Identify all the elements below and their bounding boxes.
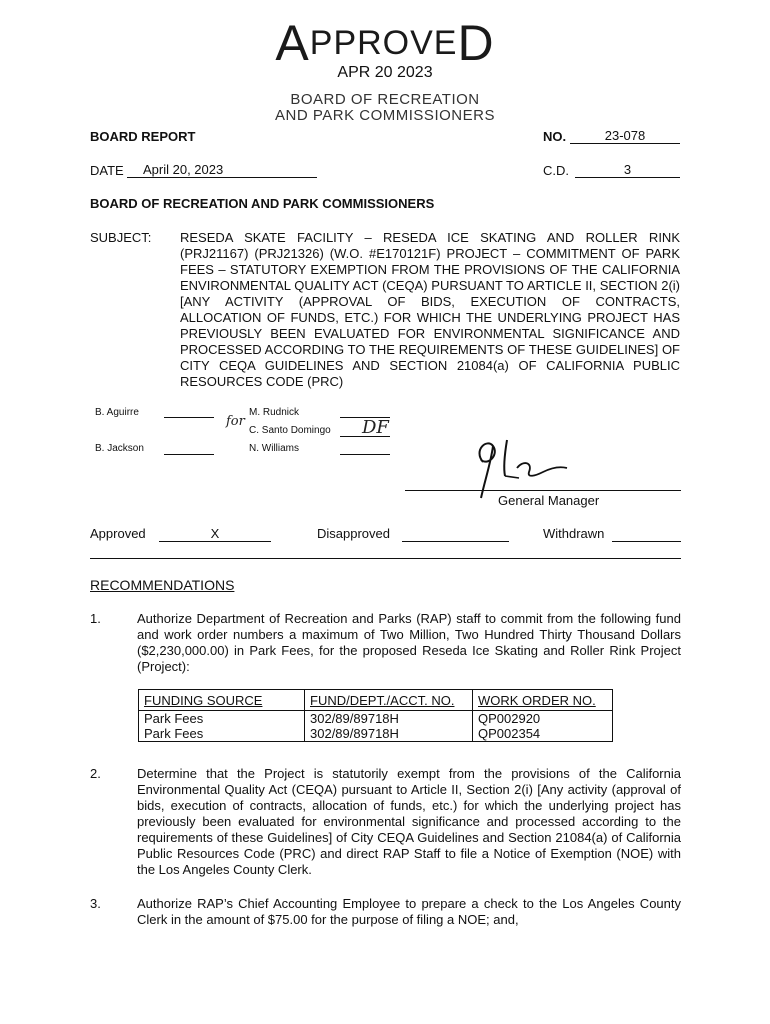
commissioner-aguirre: B. Aguirre [95,407,139,418]
aguirre-initial-line [164,417,214,418]
commissioner-williams: N. Williams [249,443,299,454]
table-cell: Park Fees [139,711,305,727]
approved-mark: X [159,526,271,542]
jackson-initial-line [164,454,214,455]
council-district-field [575,162,680,178]
commissioner-santo-domingo: C. Santo Domingo [249,425,331,436]
table-cell: Park Fees [139,726,305,742]
stamp-board-line2: AND PARK COMMISSIONERS [275,107,495,124]
commissioner-rudnick: M. Rudnick [249,407,300,418]
disapproved-field [402,541,509,542]
williams-initial-line [340,454,390,455]
approved-field [159,526,271,542]
council-district-label: C.D. [543,163,569,178]
board-title: BOARD OF RECREATION AND PARK COMMISSIONERS [90,196,435,211]
date-value: April 20, 2023 [127,162,317,178]
council-district-value: 3 [575,162,680,178]
table-row [139,726,613,742]
section-divider [90,558,681,559]
report-number-field [570,128,680,144]
table-cell: 302/89/89718H [305,726,473,742]
handwritten-for-note: for [226,414,245,429]
date-field [127,162,317,178]
stamp-letter-d: D [457,15,495,71]
withdrawn-label: Withdrawn [543,526,605,541]
commissioner-jackson: B. Jackson [95,443,144,454]
subject-label: SUBJECT: [90,230,152,245]
stamp-letter-a: A [275,15,310,71]
stamp-date: APR 20 2023 [337,64,433,81]
approved-stamp [0,15,770,71]
table-row [139,711,613,727]
report-number-label: NO. [543,129,567,144]
column-header: WORK ORDER NO. [473,690,613,711]
stamp-word-middle: PPROVE [309,24,458,62]
table-cell: 302/89/89718H [305,711,473,727]
column-header: FUND/DEPT./ACCT. NO. [305,690,473,711]
table-cell: QP002920 [473,711,613,727]
recommendation-number: 3. [90,896,101,911]
recommendation-text: Authorize RAP’s Chief Accounting Employee to prepare a check to the Los Angeles County Clerk in the amount of $75.00 for the purpose of filing a NOE; and, [137,896,681,927]
column-header: FUNDING SOURCE [139,690,305,711]
funding-table [138,689,613,742]
stamp-board-line1: BOARD OF RECREATION [290,91,480,108]
recommendation-text: Determine that the Project is statutorily exempt from the provisions of the California Environmental Quality Act (CEQA) pursuant to Article II, Section 2(i) [Any activity (approval of bids, execution of contracts, allocation of funds, etc.) for which the underlying project has previously been evaluated for environmental significance and processed according to the requirements of these Guidelines] of City CEQA Guidelines and Section 21084(a) of California Public Resources Code (PRC) and direct RAP Staff to file a Notice of Exemption (NOE) with the Los Angeles County Clerk. [137,766,681,877]
handwritten-initials: DF [362,417,389,438]
recommendation-text: Authorize Department of Recreation and Parks (RAP) staff to commit from the following fund and work order numbers a maximum of Two Million, Two Hundred Thirty Thousand Dollars ($2,230,000.00) in Park Fees, for the proposed Reseda Ice Skating and Roller Rink Project (Project): [137,611,681,674]
recommendations-title: RECOMMENDATIONS [90,577,235,593]
recommendation-number: 2. [90,766,101,781]
table-cell: QP002354 [473,726,613,742]
withdrawn-field [612,541,681,542]
stamp-board-name [0,92,770,124]
report-number-value: 23-078 [570,128,680,144]
board-report-label: BOARD REPORT [90,129,196,144]
disapproved-label: Disapproved [317,526,390,541]
recommendation-number: 1. [90,611,101,626]
general-manager-signature-line [405,490,681,491]
date-label: DATE [90,163,124,178]
general-manager-title: General Manager [498,493,600,508]
subject-text: RESEDA SKATE FACILITY – RESEDA ICE SKATING AND ROLLER RINK (PRJ21167) (PRJ21326) (W.O. #E170121F) PROJECT – COMMITMENT OF PARK FEES – STATUTORY EXEMPTION FROM THE PROVISIONS OF THE CALIFORNIA ENVIRONMENTAL QUALITY ACT (CEQA) PURSUANT TO ARTICLE II, SECTION 2(i) [ANY ACTIVITY (APPROVAL OF BIDS, EXECUTION OF CONTRACTS, ALLOCATION OF FUNDS, ETC.) FOR WHICH THE UNDERLYING PROJECT HAS PREVIOUSLY BEEN EVALUATED FOR ENVIRONMENTAL SIGNIFICANCE AND PROCESSED ACCORDING TO THE REQUIREMENTS OF THESE GUIDELINES] OF CITY CEQA GUIDELINES AND SECTION 21084(a) OF CALIFORNIA PUBLIC RESOURCES CODE (PRC) [180,230,680,389]
funding-table-header [139,690,613,711]
approved-label: Approved [90,526,146,541]
